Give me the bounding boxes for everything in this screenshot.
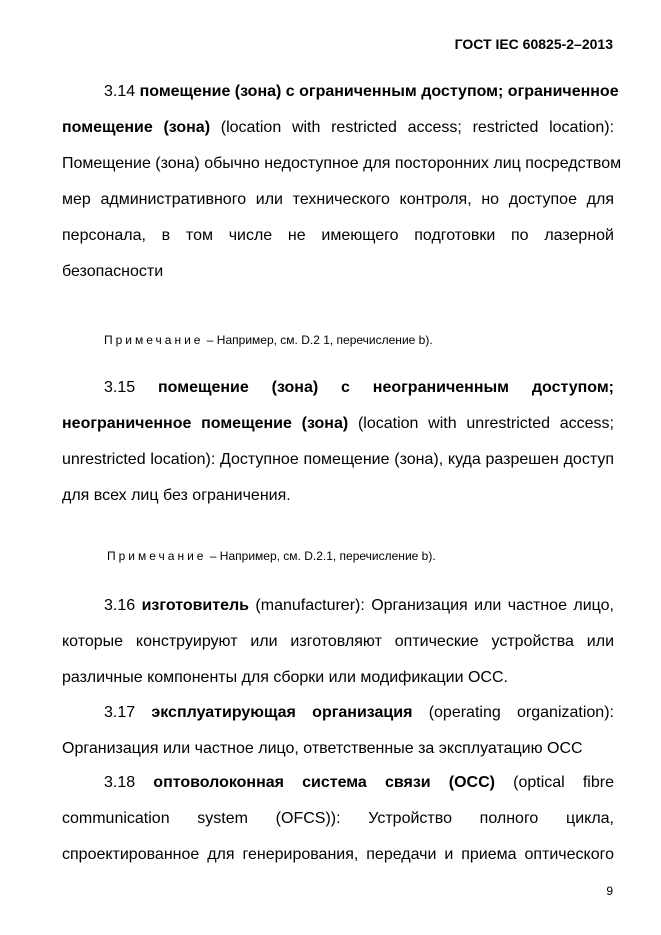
section-3-14 (62, 74, 622, 290)
section-number: 3.15 (104, 379, 136, 396)
section-3-17 (62, 695, 614, 767)
line (62, 588, 614, 624)
note-text: – Например, см. D.2.1, перечисление b). (206, 549, 436, 563)
line: безопасности (62, 263, 164, 280)
note-text: – Например, см. D.2 1, перечисление b). (203, 333, 433, 347)
text: (optical fibre (494, 774, 614, 791)
section-3-18 (62, 765, 614, 873)
section-number: 3.14 (104, 83, 136, 100)
term: эксплуатирующая организация (151, 704, 413, 721)
term: помещение (зона) с неограниченным доступом; (158, 379, 615, 396)
term: изготовитель (141, 597, 249, 614)
section-number: 3.16 (104, 597, 136, 614)
line (62, 406, 614, 442)
text: (operating organization): (412, 704, 614, 721)
line: различные компоненты для сборки или модификации ОСС. (62, 669, 508, 686)
line: которые конструируют или изготовляют оптические устройства или (62, 633, 614, 650)
line: мер административного или технического контроля, но доступое для (62, 191, 614, 208)
text: (manufacturer): Организация или частное лицо, (249, 597, 614, 614)
term: помещение (зона) (62, 119, 211, 136)
line: Помещение (зона) обычно недоступное для посторонних лиц посредством (62, 155, 622, 172)
line: спроектированное для генерирования, передачи и приема оптического (62, 846, 614, 863)
line: communication system (OFCS)): Устройство полного цикла, (62, 810, 614, 827)
section-number: 3.17 (104, 704, 136, 721)
term: оптоволоконная система связи (ОСС) (153, 774, 495, 791)
page-number: 9 (606, 884, 613, 898)
line (62, 370, 614, 406)
line (62, 765, 614, 801)
line (62, 110, 614, 146)
section-3-15 (62, 370, 614, 514)
note-label: Примечание (107, 549, 207, 563)
page-header: ГОСТ IEC 60825-2–2013 (454, 36, 613, 52)
line (62, 695, 614, 731)
line (62, 74, 619, 110)
section-number: 3.18 (104, 774, 136, 791)
note-label: Примечание (104, 333, 204, 347)
section-3-16 (62, 588, 614, 696)
line: персонала, в том числе не имеющего подготовки по лазерной (62, 227, 614, 244)
text: (location with unrestricted access; (348, 415, 614, 432)
line: unrestricted location): Доступное помещение (зона), куда разрешен доступ (62, 451, 614, 468)
note-2 (107, 549, 436, 563)
term: неограниченное помещение (зона) (62, 415, 349, 432)
note-1 (104, 333, 433, 347)
text: (location with restricted access; restricted location): (210, 119, 615, 136)
line: для всех лиц без ограничения. (62, 487, 291, 504)
term: помещение (зона) с ограниченным доступом; ограниченное (139, 83, 619, 100)
line: Организация или частное лицо, ответственные за эксплуатацию ОСС (62, 740, 583, 757)
